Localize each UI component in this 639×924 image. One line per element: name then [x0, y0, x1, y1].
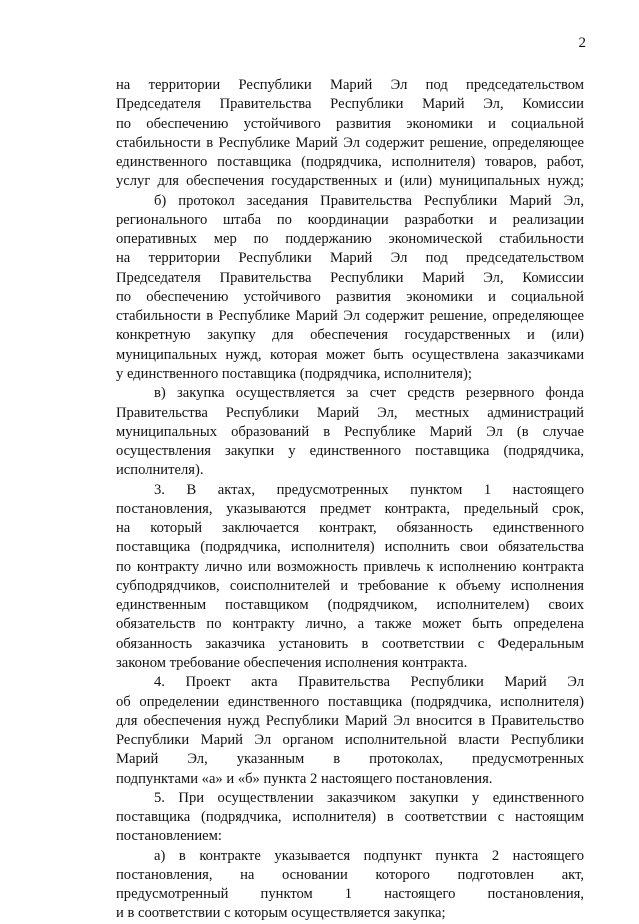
text-line: осуществления закупки у единственного поставщика (подрядчика, — [116, 443, 584, 460]
text-line: и в соответствии с которым осуществляется закупка; — [116, 905, 446, 922]
text-line: 4. Проект акта Правительства Республики Марий Эл — [154, 674, 584, 691]
text-line: Председателя Правительства Республики Марий Эл, Комиссии — [116, 269, 584, 286]
text-line: в) закупка осуществляется за счет средств резервного фонда — [154, 385, 584, 402]
text-line: постановления, указываются предмет контракта, предельный срок, — [116, 500, 584, 517]
paragraph-item-5 — [116, 789, 584, 847]
text-line: подпунктами «а» и «б» пункта 2 настоящего постановления. — [116, 770, 493, 787]
page-number: 2 — [578, 35, 586, 51]
text-line: а) в контракте указывается подпункт пункта 2 настоящего — [154, 847, 584, 864]
text-line: оперативных мер по поддержанию экономической стабильности — [116, 231, 584, 248]
document-body — [116, 76, 584, 924]
text-line: законом требование обеспечения исполнения контракта. — [116, 654, 468, 671]
paragraph-subitem-v — [116, 384, 584, 480]
paragraph-item-4 — [116, 673, 584, 789]
text-line: постановлением: — [116, 828, 222, 845]
text-line: поставщика (подрядчика, исполнителя) в соответствии с настоящим — [116, 809, 584, 826]
text-line: у единственного поставщика (подрядчика, исполнителя); — [116, 365, 472, 382]
paragraph-subitem-a — [116, 847, 584, 924]
text-line: Правительства Республики Марий Эл, местных администраций — [116, 404, 584, 421]
text-line: Марий Эл, указанным в протоколах, предусмотренных — [116, 751, 584, 768]
text-line: на территории Республики Марий Эл под председательством — [116, 77, 584, 93]
text-line: единственным поставщиком (подрядчиком, исполнителем) своих — [116, 597, 584, 614]
text-line: предусмотренный пунктом 1 настоящего постановления, — [116, 886, 584, 903]
paragraph-subitem-b — [116, 192, 584, 385]
text-line: Председателя Правительства Республики Марий Эл, Комиссии — [116, 96, 584, 113]
text-line: об определении единственного поставщика (подрядчика, исполнителя) — [116, 693, 584, 710]
text-line: субподрядчиков, соисполнителей и требование к объему исполнения — [116, 577, 584, 594]
text-line: по контракту лично или возможность привлечь к исполнению контракта — [116, 558, 584, 575]
text-line: по обеспечению устойчивого развития экономики и социальной — [116, 115, 584, 132]
text-line: муниципальных образований в Республике Марий Эл (в случае — [116, 423, 584, 440]
text-line: единственного поставщика (подрядчика, исполнителя) товаров, работ, — [116, 154, 584, 171]
text-line: на который заключается контракт, обязанность единственного — [116, 520, 584, 537]
text-line: конкретную закупку для обеспечения государственных и (или) — [116, 327, 584, 344]
text-line: исполнителя). — [116, 462, 204, 479]
text-line: обязанность заказчика установить в соответствии с Федеральным — [116, 635, 584, 652]
text-line: муниципальных нужд, которая может быть осуществлена заказчиками — [116, 346, 584, 363]
paragraph-continuation — [116, 76, 584, 192]
text-line: стабильности в Республике Марий Эл содержит решение, определяющее — [116, 308, 584, 325]
text-line: 3. В актах, предусмотренных пунктом 1 настоящего — [154, 481, 584, 498]
text-line: постановления, на основании которого подготовлен акт, — [116, 866, 584, 883]
text-line: поставщика (подрядчика, исполнителя) исполнить свои обязательства — [116, 539, 584, 556]
text-line: услуг для обеспечения государственных и (или) муниципальных нужд; — [116, 173, 584, 190]
text-line: Республики Марий Эл органом исполнительной власти Республики — [116, 732, 584, 749]
text-line: стабильности в Республике Марий Эл содержит решение, определяющее — [116, 134, 584, 151]
text-line: б) протокол заседания Правительства Республики Марий Эл, — [154, 192, 584, 209]
paragraph-item-3 — [116, 481, 584, 674]
text-line: по обеспечению устойчивого развития экономики и социальной — [116, 288, 584, 305]
text-line: для обеспечения нужд Республики Марий Эл вносится в Правительство — [116, 712, 584, 729]
text-line: регионального штаба по координации разработки и реализации — [116, 211, 584, 228]
text-line: на территории Республики Марий Эл под председательством — [116, 250, 584, 267]
text-line: 5. При осуществлении заказчиком закупки у единственного — [154, 789, 584, 806]
text-line: обязательств по контракту лично, а также может быть определена — [116, 616, 584, 633]
